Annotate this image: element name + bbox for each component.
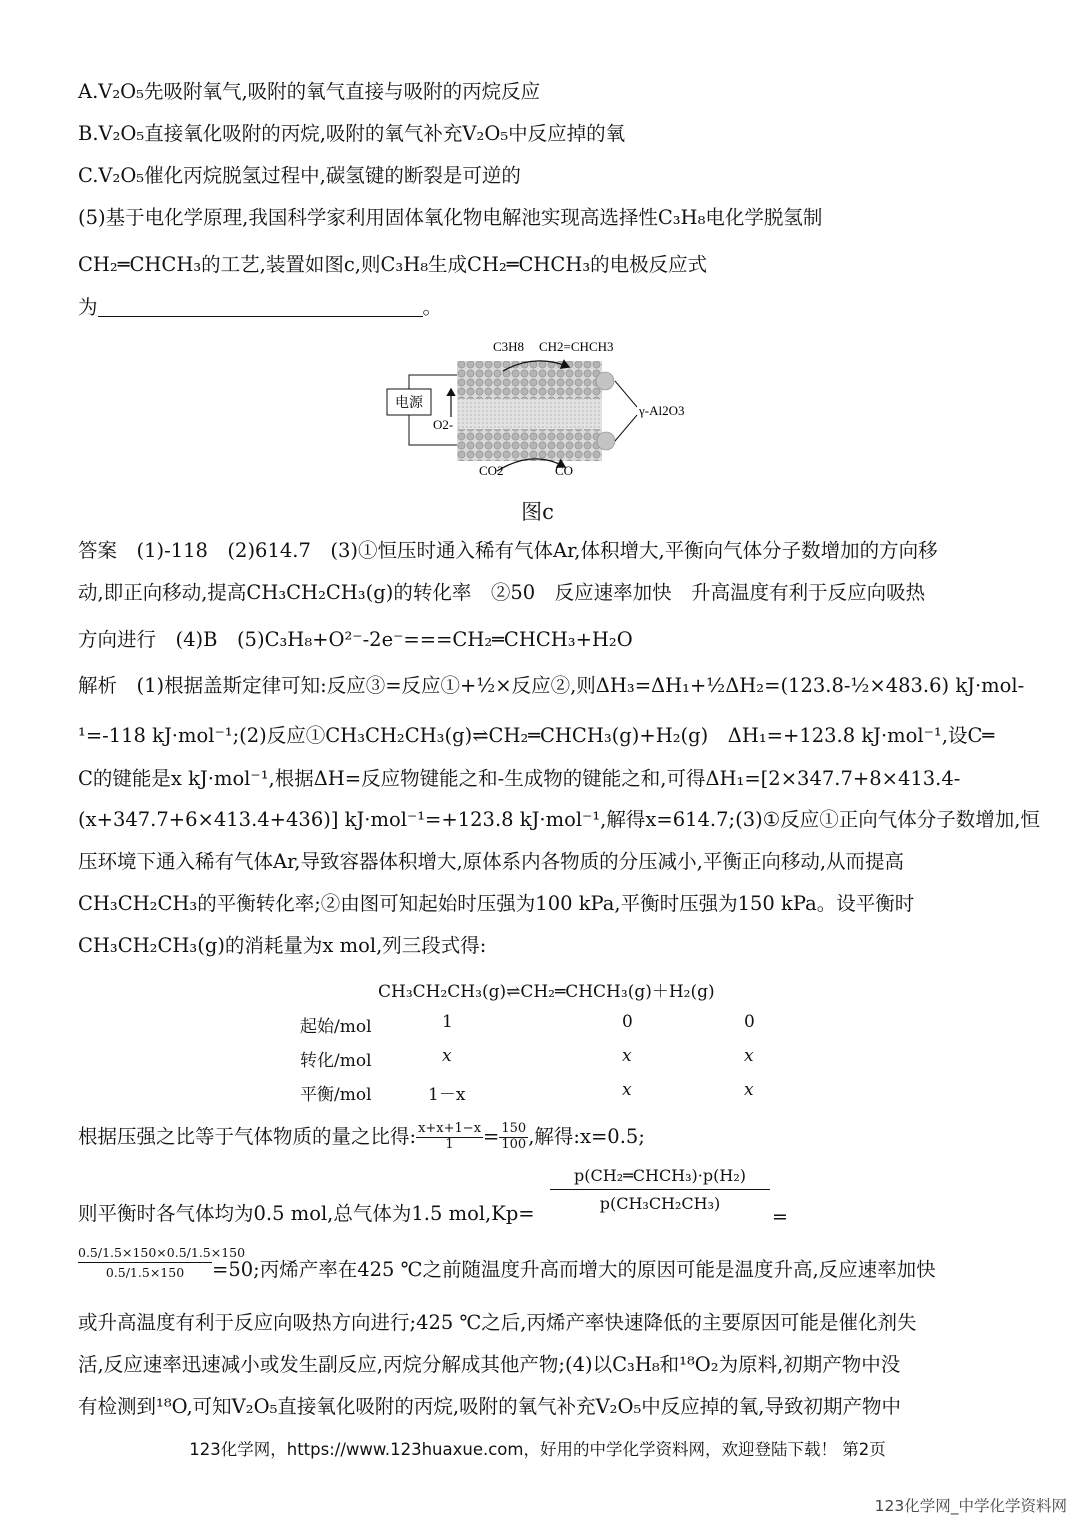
analysis-line2: ¹=-118 kJ·mol⁻¹;(2)反应①CH₃CH₂CH₃(g)⇌CH₂═CHCH₃(g)+H₂(g) ΔH₁=+123.8 kJ·mol⁻¹,设C═ bbox=[78, 724, 995, 747]
answer-blank bbox=[98, 296, 423, 317]
kp-numerator: p(CH₂═CHCH₃)·p(H₂) bbox=[550, 1166, 770, 1190]
answer-line2: 动,即正向移动,提高CH₃CH₂CH₃(g)的转化率 ②50 反应速率加快 升高温度有利于反应向吸热 bbox=[78, 581, 926, 604]
row-initial-c1: 1 bbox=[442, 1012, 453, 1032]
electrolysis-cell-diagram bbox=[385, 333, 705, 493]
row-initial-c3: 0 bbox=[744, 1012, 755, 1032]
row-label-initial: 起始/mol bbox=[300, 1017, 372, 1037]
analysis-line1: 解析 (1)根据盖斯定律可知:反应③=反应①+½×反应②,则ΔH₃=ΔH₁+½ΔH₂=(123.8-½×483.6) kJ·mol- bbox=[78, 674, 1025, 697]
option-a: A.V₂O₅先吸附氧气,吸附的氧气直接与吸附的丙烷反应 bbox=[78, 80, 541, 103]
analysis-line7: CH₃CH₂CH₃(g)的消耗量为x mol,列三段式得: bbox=[78, 934, 487, 957]
kp-calc-denominator: 0.5/1.5×150 bbox=[105, 1265, 185, 1280]
oxide-ion-label: O2- bbox=[433, 417, 454, 432]
equilibrium-equation: CH₃CH₂CH₃(g)⇌CH₂═CHCH₃(g)＋H₂(g) bbox=[378, 982, 715, 1002]
answer-line1: 答案 (1)-118 (2)614.7 (3)①恒压时通入稀有气体Ar,体积增大,平衡向气体分子数增加的方向移 bbox=[78, 539, 938, 562]
option-b: B.V₂O₅直接氧化吸附的丙烷,吸附的氧气补充V₂O₅中反应掉的氧 bbox=[78, 122, 626, 145]
analysis-line3: C的键能是x kJ·mol⁻¹,根据ΔH=反应物键能之和-生成物的键能之和,可得ΔH₁=[2×347.7+8×413.4- bbox=[78, 767, 961, 790]
row-equilibrium-c3: x bbox=[744, 1080, 754, 1100]
analysis-after-line2: 或升高温度有利于反应向吸热方向进行;425 ℃之后,丙烯产率快速降低的主要原因可能是催化剂失 bbox=[78, 1311, 917, 1334]
analysis-line6: CH₃CH₂CH₃的平衡转化率;②由图可知起始时压强为100 kPa,平衡时压强为150 kPa。设平衡时 bbox=[78, 892, 915, 915]
kp-calc-numerator: 0.5/1.5×150×0.5/1.5×150 bbox=[78, 1245, 212, 1263]
kp-equals: = bbox=[772, 1206, 788, 1228]
kp-calc-fraction bbox=[78, 1245, 246, 1280]
kp-fraction bbox=[550, 1166, 770, 1213]
ratio-numerator: x+x+1−x bbox=[418, 1121, 482, 1136]
analysis-after-line4: 有检测到¹⁸O,可知V₂O₅直接氧化吸附的丙烷,吸附的氧气补充V₂O₅中反应掉的氧,导致初期产物中 bbox=[78, 1395, 901, 1418]
figure-caption: 图c bbox=[521, 500, 554, 524]
kp-line-text: 则平衡时各气体均为0.5 mol,总气体为1.5 mol,Kp= bbox=[78, 1202, 535, 1225]
analysis-after-line1: =50;丙烯产率在425 ℃之前随温度升高而增大的原因可能是温度升高,反应速率加快 bbox=[212, 1258, 936, 1281]
electrolyte-layer bbox=[457, 399, 602, 429]
catalyst-label: γ-Al2O3 bbox=[639, 403, 685, 418]
answer-suffix: 。 bbox=[422, 295, 443, 319]
ratio-denominator-2: 100 bbox=[501, 1136, 527, 1152]
ratio-equals: = bbox=[483, 1124, 500, 1148]
analysis-after-line3: 活,反应速率迅速减小或发生副反应,丙烷分解成其他产物;(4)以C₃H₈和¹⁸O₂为原料,初期产物中没 bbox=[78, 1353, 901, 1376]
analysis-line4: (x+347.7+6×413.4+436)] kJ·mol⁻¹=+123.8 kJ·mol⁻¹,解得x=614.7;(3)①反应①正向气体分子数增加,恒 bbox=[78, 808, 1040, 831]
upper-electrode-layer bbox=[457, 361, 602, 399]
ratio-prefix: 根据压强之比等于气体物质的量之比得: bbox=[78, 1124, 417, 1148]
row-change-c2: x bbox=[622, 1046, 632, 1066]
lower-electrode-layer bbox=[457, 429, 602, 461]
label-co2: CO2 bbox=[479, 463, 504, 478]
option-c: C.V₂O₅催化丙烷脱氢过程中,碳氢键的断裂是可逆的 bbox=[78, 164, 521, 187]
row-equilibrium-c2: x bbox=[622, 1080, 632, 1100]
ratio-line bbox=[78, 1122, 645, 1153]
answer-prefix: 为 bbox=[78, 295, 98, 319]
row-initial-c2: 0 bbox=[622, 1012, 633, 1032]
row-change-c3: x bbox=[744, 1046, 754, 1066]
row-equilibrium-c1: 1－x bbox=[428, 1085, 466, 1105]
analysis-line5: 压环境下通入稀有气体Ar,导致容器体积增大,原体系内各物质的分压减小,平衡正向移动,从而提高 bbox=[78, 850, 905, 873]
ratio-denominator: 1 bbox=[445, 1136, 454, 1152]
row-change-c1: x bbox=[442, 1046, 452, 1066]
kp-denominator: p(CH₃CH₂CH₃) bbox=[599, 1194, 721, 1213]
power-supply-label: 电源 bbox=[395, 395, 423, 411]
question-5-line3 bbox=[78, 296, 442, 317]
label-c3h8: C3H8 bbox=[493, 339, 525, 354]
ratio-suffix: ,解得:x=0.5; bbox=[528, 1124, 645, 1148]
row-label-equilibrium: 平衡/mol bbox=[300, 1085, 372, 1105]
label-propene: CH2=CHCH3 bbox=[539, 339, 614, 354]
question-5-line2: CH₂═CHCH₃的工艺,装置如图c,则C₃H₈生成CH₂═CHCH₃的电极反应式 bbox=[78, 253, 708, 276]
page-footer: 123化学网，https://www.123huaxue.com，好用的中学化学资料网，欢迎登陆下载！ 第2页 bbox=[189, 1440, 886, 1459]
question-5-line1: (5)基于电化学原理,我国科学家利用固体氧化物电解池实现高选择性C₃H₈电化学脱氢制 bbox=[78, 206, 823, 229]
ratio-numerator-2: 150 bbox=[501, 1121, 527, 1136]
watermark: 123化学网_中学化学资料网 bbox=[874, 1497, 1067, 1515]
label-co: CO bbox=[555, 463, 574, 478]
answer-line3: 方向进行 (4)B (5)C₃H₈+O²⁻-2e⁻===CH₂═CHCH₃+H₂O bbox=[78, 628, 633, 651]
row-label-change: 转化/mol bbox=[300, 1051, 372, 1071]
